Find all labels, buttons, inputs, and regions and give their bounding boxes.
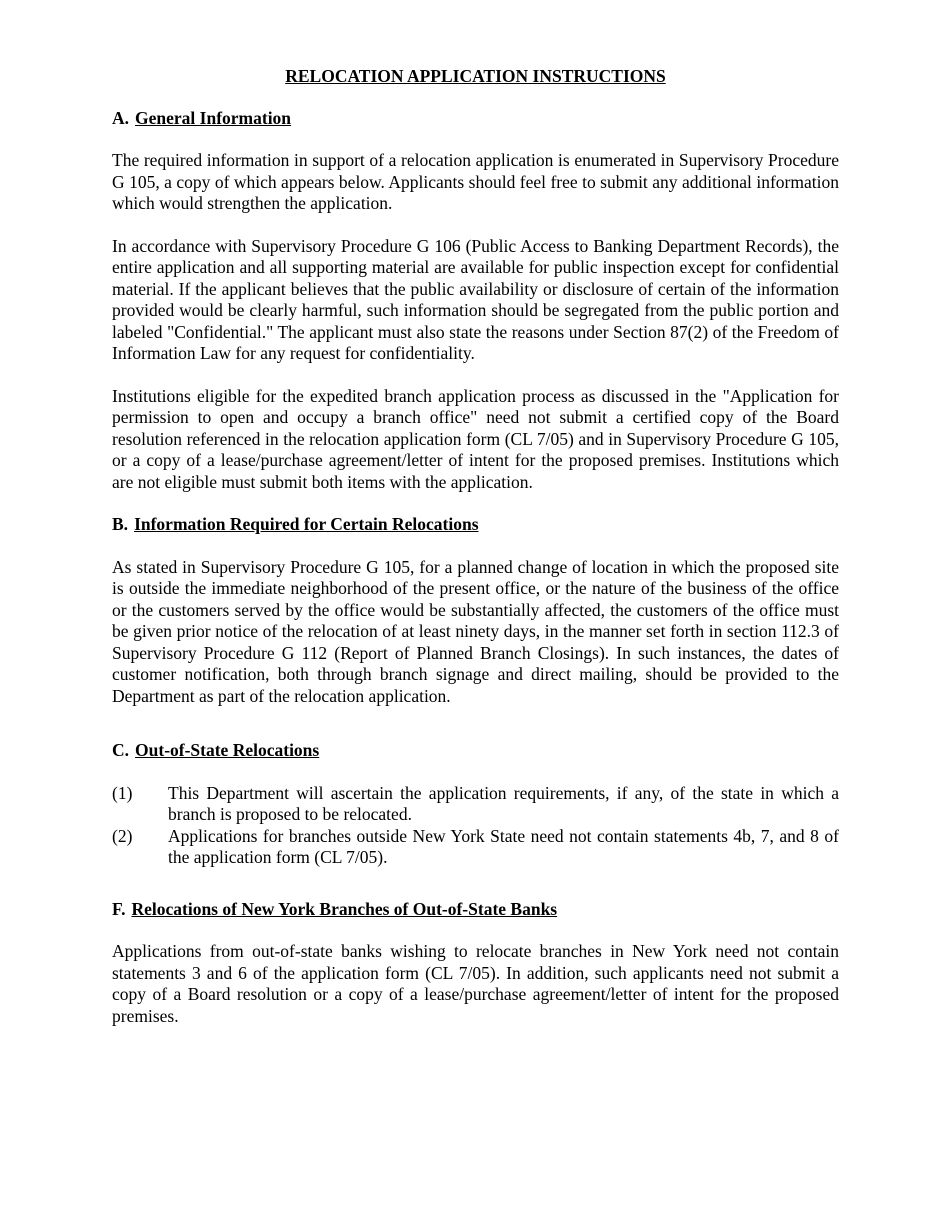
section-f-title: Relocations of New York Branches of Out-of-State Banks	[131, 898, 558, 919]
section-c-item-2	[112, 826, 839, 869]
section-a-paragraph-3: Institutions eligible for the expedited branch application process as discussed in the "Application for permission to open and occupy a branch office" need not submit a certified copy of the Board resolution referenced in the relocation application form (CL 7/05) and in Supervisory Procedure G 105, or a copy of a lease/purchase agreement/letter of intent for the proposed premises. Institutions which are not eligible must submit both items with the application.	[112, 385, 839, 492]
document-page	[112, 66, 839, 1027]
section-c-title: Out-of-State Relocations	[135, 740, 320, 760]
section-a-heading	[112, 108, 839, 130]
section-f-heading	[112, 899, 839, 921]
section-c-letter: C.	[112, 740, 130, 760]
section-a-paragraph-2: In accordance with Supervisory Procedure G 106 (Public Access to Banking Department Records), the entire application and all supporting material are available for public inspection except for confidential material. If the applicant believes that the public availability or disclosure of certain of the information provided would be clearly harmful, such information should be segregated from the public portion and labeled "Confidential." The applicant must also state the reasons under Section 87(2) of the Freedom of Information Law for any request for confidentiality.	[112, 235, 839, 363]
section-c-item-2-text: Applications for branches outside New York State need not contain statements 4b, 7, and 8 of the application form (CL 7/05).	[168, 825, 839, 867]
section-c-heading	[112, 740, 839, 762]
section-c-item-1	[112, 783, 839, 826]
section-c-item-1-text: This Department will ascertain the application requirements, if any, of the state in which a branch is proposed to be relocated.	[168, 782, 839, 824]
section-f-paragraph-1: Applications from out-of-state banks wishing to relocate branches in New York need not contain statements 3 and 6 of the application form (CL 7/05). In addition, such applicants need not submit a copy of a Board resolution or a copy of a lease/purchase agreement/letter of intent for the proposed premises.	[112, 941, 839, 1026]
section-b-title: Information Required for Certain Relocations	[134, 514, 479, 534]
section-f-letter: F.	[112, 898, 126, 919]
section-b-paragraph-1: As stated in Supervisory Procedure G 105, for a planned change of location in which the proposed site is outside the immediate neighborhood of the present office, or the nature of the business of the office or the customers served by the office would be substantially affected, the customers of the office must be given prior notice of the relocation of at least ninety days, in the manner set forth in section 112.3 of Supervisory Procedure G 112 (Report of Planned Branch Closings). In such instances, the dates of customer notification, both through branch signage and direct mailing, should be provided to the Department as part of the relocation application.	[112, 556, 839, 706]
section-b-heading	[112, 514, 839, 536]
section-a-letter: A.	[112, 107, 130, 128]
document-title: RELOCATION APPLICATION INSTRUCTIONS	[285, 66, 666, 86]
section-a-title: General Information	[135, 107, 292, 128]
section-c-item-1-number: (1)	[112, 782, 133, 803]
section-a-paragraph-1: The required information in support of a relocation application is enumerated in Supervisory Procedure G 105, a copy of which appears below. Applicants should feel free to submit any additional information which would strengthen the application.	[112, 150, 839, 213]
section-c-item-2-number: (2)	[112, 825, 133, 846]
section-b-letter: B.	[112, 514, 129, 534]
